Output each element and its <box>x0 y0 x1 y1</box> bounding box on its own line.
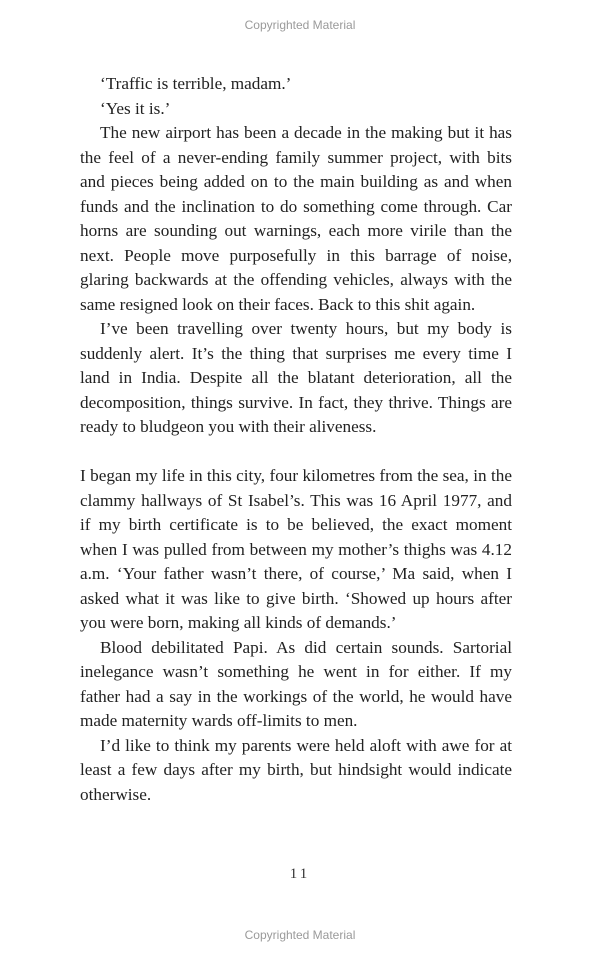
watermark-top: Copyrighted Material <box>244 18 356 32</box>
dialogue-line: ‘Traffic is terrible, madam.’ <box>100 74 292 93</box>
paragraph: I’ve been travelling over twenty hours, but my body is suddenly alert. It’s the thing that surprises me every time I land in India. Despite all the blatant deterioration, all the decomposition, things survive. In fact, they thrive. Things are ready to bludgeon you with their aliveness. <box>80 319 512 436</box>
paragraph: The new airport has been a decade in the making but it has the feel of a never-ending family summer project, with bits and pieces being added on to the main building as and when funds and the inclination to do something come through. Car horns are sounding out warnings, each more virile than the next. People move purposefully in this barrage of noise, glaring backwards at the offending vehicles, always with the same resigned look on their faces. Back to this shit again. <box>80 123 512 314</box>
paragraph: Blood debilitated Papi. As did certain sounds. Sartorial inelegance wasn’t something he went in for either. If my father had a say in the workings of the world, he would have made maternity wards off-limits to men. <box>80 637 512 730</box>
body-text <box>80 72 512 807</box>
watermark-bottom: Copyrighted Material <box>244 928 356 942</box>
page-number: 11 <box>289 866 311 882</box>
paragraph: I’d like to think my parents were held aloft with awe for at least a few days after my birth, but hindsight would indicate otherwise. <box>80 735 512 804</box>
paragraph-section-start: I began my life in this city, four kilometres from the sea, in the clammy hallways of St Isabel’s. This was 16 April 1977, and if my birth certificate is to be believed, the exact moment when I was pulled from between my mother’s thighs was 4.12 a.m. ‘Your father wasn’t there, of course,’ Ma said, when I asked what it was like to give birth. ‘Showed up hours after you were born, making all kinds of demands.’ <box>80 466 512 632</box>
dialogue-line: ‘Yes it is.’ <box>100 98 171 118</box>
